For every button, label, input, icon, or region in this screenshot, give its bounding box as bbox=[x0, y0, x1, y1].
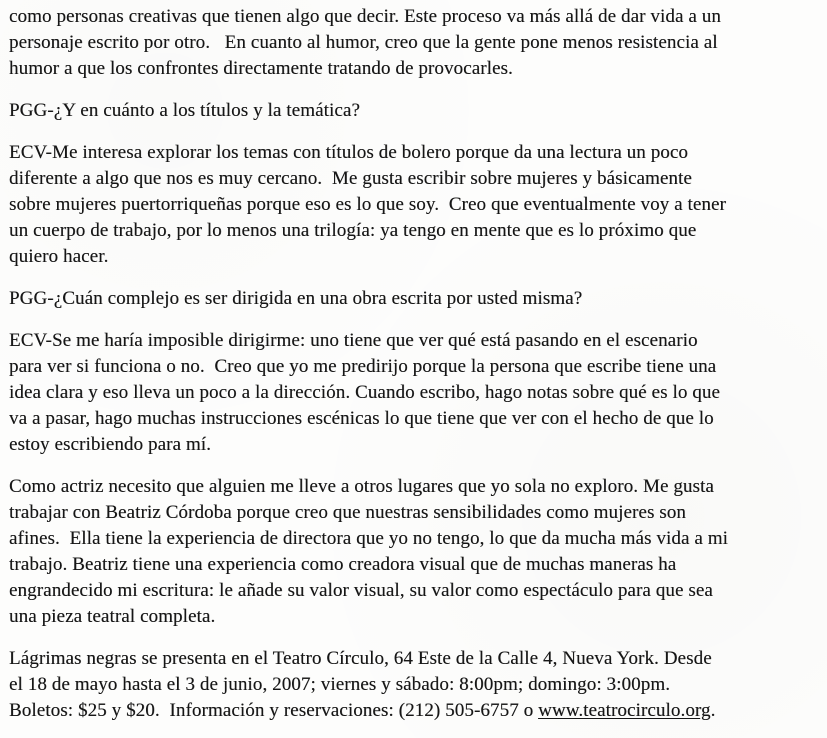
text-line: una pieza teatral completa. bbox=[9, 606, 216, 627]
text-line: el 18 de mayo hasta el 3 de junio, 2007; viernes y sábado: 8:00pm; domingo: 3:00pm. bbox=[9, 674, 671, 695]
text-line: engrandecido mi escritura: le añade su valor visual, su valor como espectáculo para que sea bbox=[9, 580, 713, 601]
text-line: humor a que los confrontes directamente tratando de provocarles. bbox=[9, 58, 513, 79]
text-line: va a pasar, hago muchas instrucciones escénicas lo que tiene que ver con el hecho de que lo bbox=[9, 408, 714, 429]
text-segment: Boletos: $25 y $20. Información y reservaciones: (212) 505-6757 o bbox=[9, 700, 539, 721]
paragraph-answer-dirigida bbox=[9, 328, 817, 458]
text-line: PGG-¿Y en cuánto a los títulos y la temática? bbox=[9, 100, 360, 121]
text-line: Como actriz necesito que alguien me lleve a otros lugares que yo sola no exploro. Me gusta bbox=[9, 476, 714, 497]
text-line: Lágrimas negras se presenta en el Teatro Círculo, 64 Este de la Calle 4, Nueva York. Desde bbox=[9, 648, 712, 669]
text-line: diferente a algo que nos es muy cercano. Me gusta escribir sobre mujeres y básicamente bbox=[9, 168, 692, 189]
text-line: como personas creativas que tienen algo que decir. Este proceso va más allá de dar vida a un bbox=[9, 6, 721, 27]
text-line: personaje escrito por otro. En cuanto al humor, creo que la gente pone menos resistencia al bbox=[9, 32, 718, 53]
text-line: para ver si funciona o no. Creo que yo me predirijo porque la persona que escribe tiene una bbox=[9, 356, 717, 377]
text-line: PGG-¿Cuán complejo es ser dirigida en una obra escrita por usted misma? bbox=[9, 288, 583, 309]
text-line: un cuerpo de trabajo, por lo menos una trilogía: ya tengo en mente que es lo próximo que bbox=[9, 220, 697, 241]
teatrocirculo-link[interactable]: www.teatrocirculo.org bbox=[538, 700, 711, 721]
text-line bbox=[9, 698, 817, 724]
paragraph-question-titulos bbox=[9, 98, 817, 124]
text-line: estoy escribiendo para mí. bbox=[9, 434, 212, 455]
paragraph-answer-titulos bbox=[9, 140, 817, 270]
text-line: trabajar con Beatriz Córdoba porque creo que nuestras sensibilidades como mujeres son bbox=[9, 502, 686, 523]
paragraph-event-info bbox=[9, 646, 817, 724]
text-line: ECV-Se me haría imposible dirigirme: uno tiene que ver qué está pasando en el escenario bbox=[9, 330, 698, 351]
paragraph-intro-continuation bbox=[9, 4, 817, 82]
paragraph-answer-beatriz bbox=[9, 474, 817, 630]
text-line: afines. Ella tiene la experiencia de directora que yo no tengo, lo que da mucha más vida a mi bbox=[9, 528, 728, 549]
text-line: quiero hacer. bbox=[9, 246, 109, 267]
text-line: idea clara y eso lleva un poco a la dirección. Cuando escribo, hago notas sobre qué es lo que bbox=[9, 382, 721, 403]
text-line: ECV-Me interesa explorar los temas con títulos de bolero porque da una lectura un poco bbox=[9, 142, 689, 163]
text-segment: . bbox=[710, 700, 716, 721]
text-line: sobre mujeres puertorriqueñas porque eso es lo que soy. Creo que eventualmente voy a tener bbox=[9, 194, 726, 215]
text-line: trabajo. Beatriz tiene una experiencia como creadora visual que de muchas maneras ha bbox=[9, 554, 677, 575]
paragraph-question-dirigida bbox=[9, 286, 817, 312]
document-body bbox=[9, 4, 817, 724]
